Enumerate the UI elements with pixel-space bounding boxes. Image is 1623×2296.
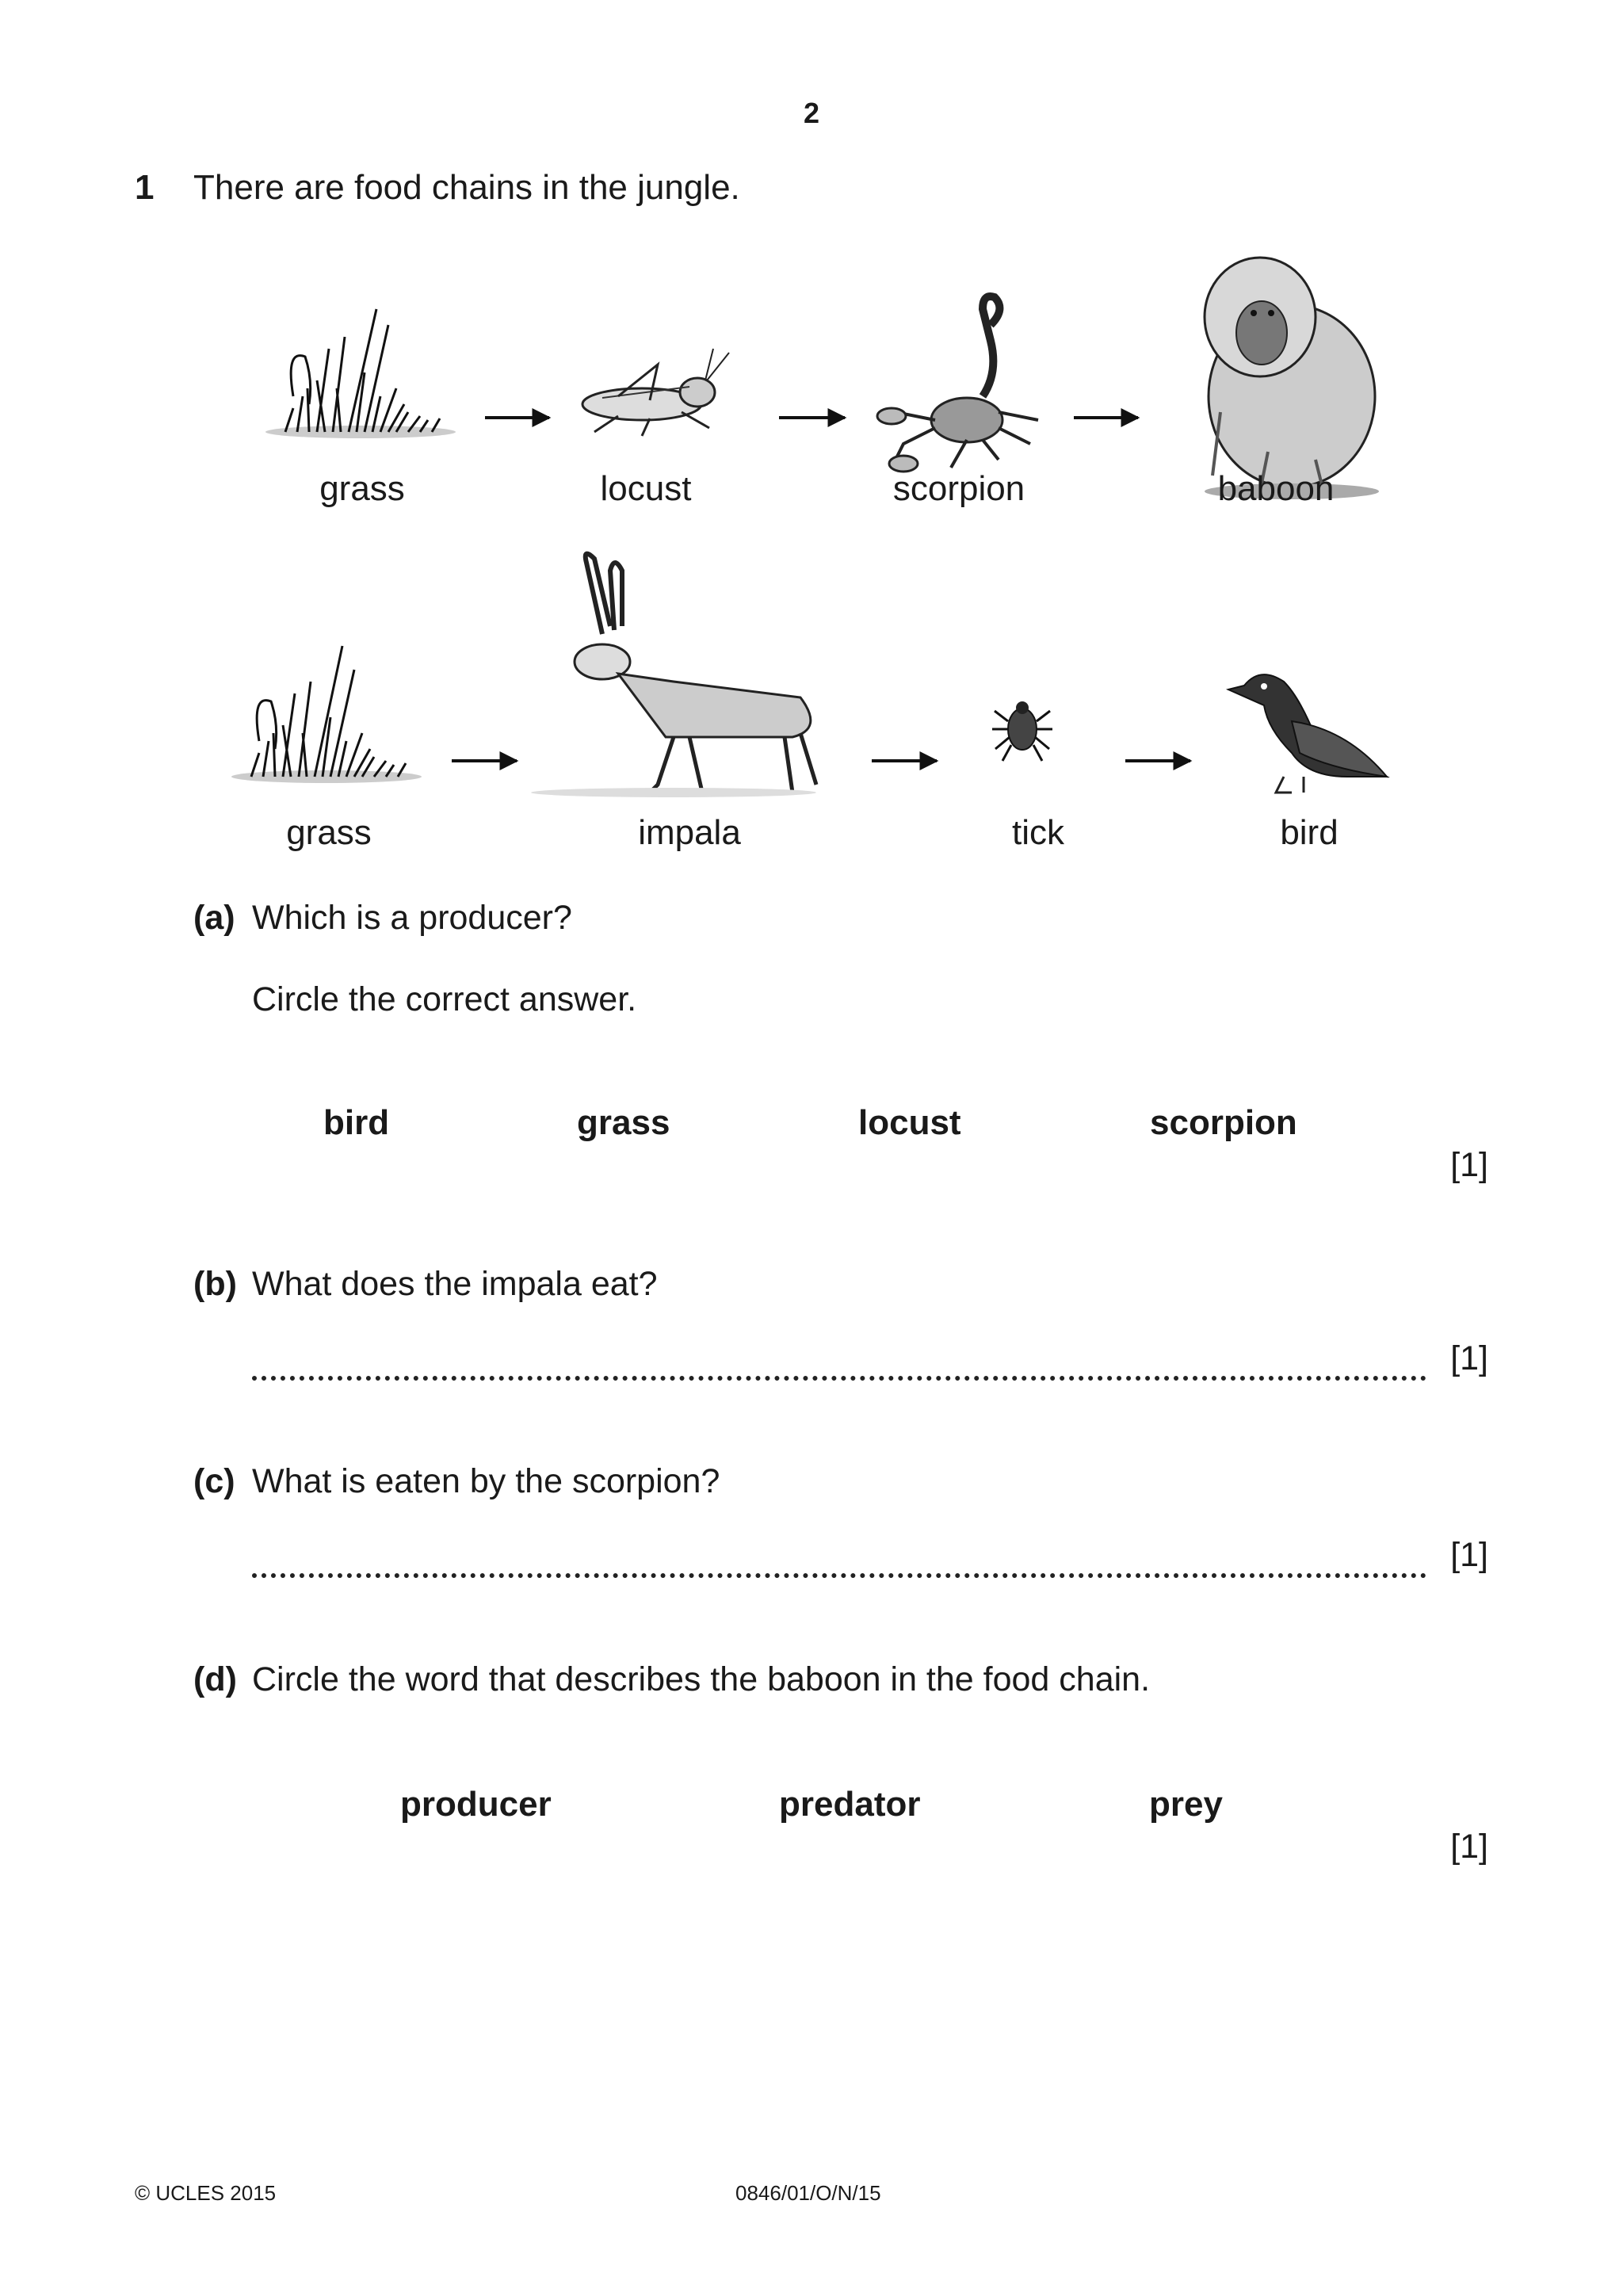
chain2-label: bird <box>1280 813 1338 852</box>
part-a-question: Which is a producer? <box>252 899 572 937</box>
mark-allocation: [1] <box>1450 1146 1488 1184</box>
mark-allocation: [1] <box>1450 1339 1488 1377</box>
question-intro: There are food chains in the jungle. <box>193 168 740 207</box>
scorpion-icon <box>877 296 1038 472</box>
mark-allocation: [1] <box>1450 1536 1488 1574</box>
page-number: 2 <box>803 97 820 129</box>
question-number: 1 <box>135 168 155 207</box>
bird-icon <box>1228 674 1387 793</box>
locust-icon <box>582 349 729 436</box>
chain1-label: locust <box>600 469 692 508</box>
part-b-label: (b) <box>193 1265 237 1303</box>
part-a-label: (a) <box>193 899 235 937</box>
grass-icon <box>231 646 422 783</box>
answer-option[interactable]: locust <box>858 1103 961 1142</box>
tick-icon <box>992 701 1052 761</box>
chain2-label: impala <box>638 813 741 852</box>
chain2-label: grass <box>286 813 372 852</box>
answer-option[interactable]: bird <box>323 1103 390 1142</box>
food-chain-diagram <box>0 0 1623 872</box>
answer-option[interactable]: predator <box>779 1785 921 1824</box>
mark-allocation: [1] <box>1450 1828 1488 1866</box>
copyright: © UCLES 2015 <box>135 2181 277 2205</box>
paper-code: 0846/01/O/N/15 <box>735 2181 881 2205</box>
answer-option[interactable]: producer <box>400 1785 552 1824</box>
answer-line[interactable] <box>252 1573 1426 1578</box>
part-b-question: What does the impala eat? <box>252 1265 658 1303</box>
answer-option[interactable]: prey <box>1149 1785 1223 1824</box>
chain2-label: tick <box>1012 813 1064 852</box>
chain1-label: grass <box>319 469 405 508</box>
part-a-instruction: Circle the correct answer. <box>252 980 637 1018</box>
impala-icon <box>531 554 816 797</box>
part-c-label: (c) <box>193 1462 235 1500</box>
answer-line[interactable] <box>252 1376 1426 1381</box>
answer-option[interactable]: scorpion <box>1150 1103 1297 1142</box>
part-d-question: Circle the word that describes the baboon in the food chain. <box>252 1660 1151 1698</box>
chain1-label: baboon <box>1217 469 1335 508</box>
chain1-label: scorpion <box>892 469 1025 508</box>
grass-icon <box>265 309 456 438</box>
baboon-icon <box>1205 258 1379 499</box>
answer-option[interactable]: grass <box>577 1103 670 1142</box>
part-d-label: (d) <box>193 1660 237 1698</box>
part-c-question: What is eaten by the scorpion? <box>252 1462 720 1500</box>
